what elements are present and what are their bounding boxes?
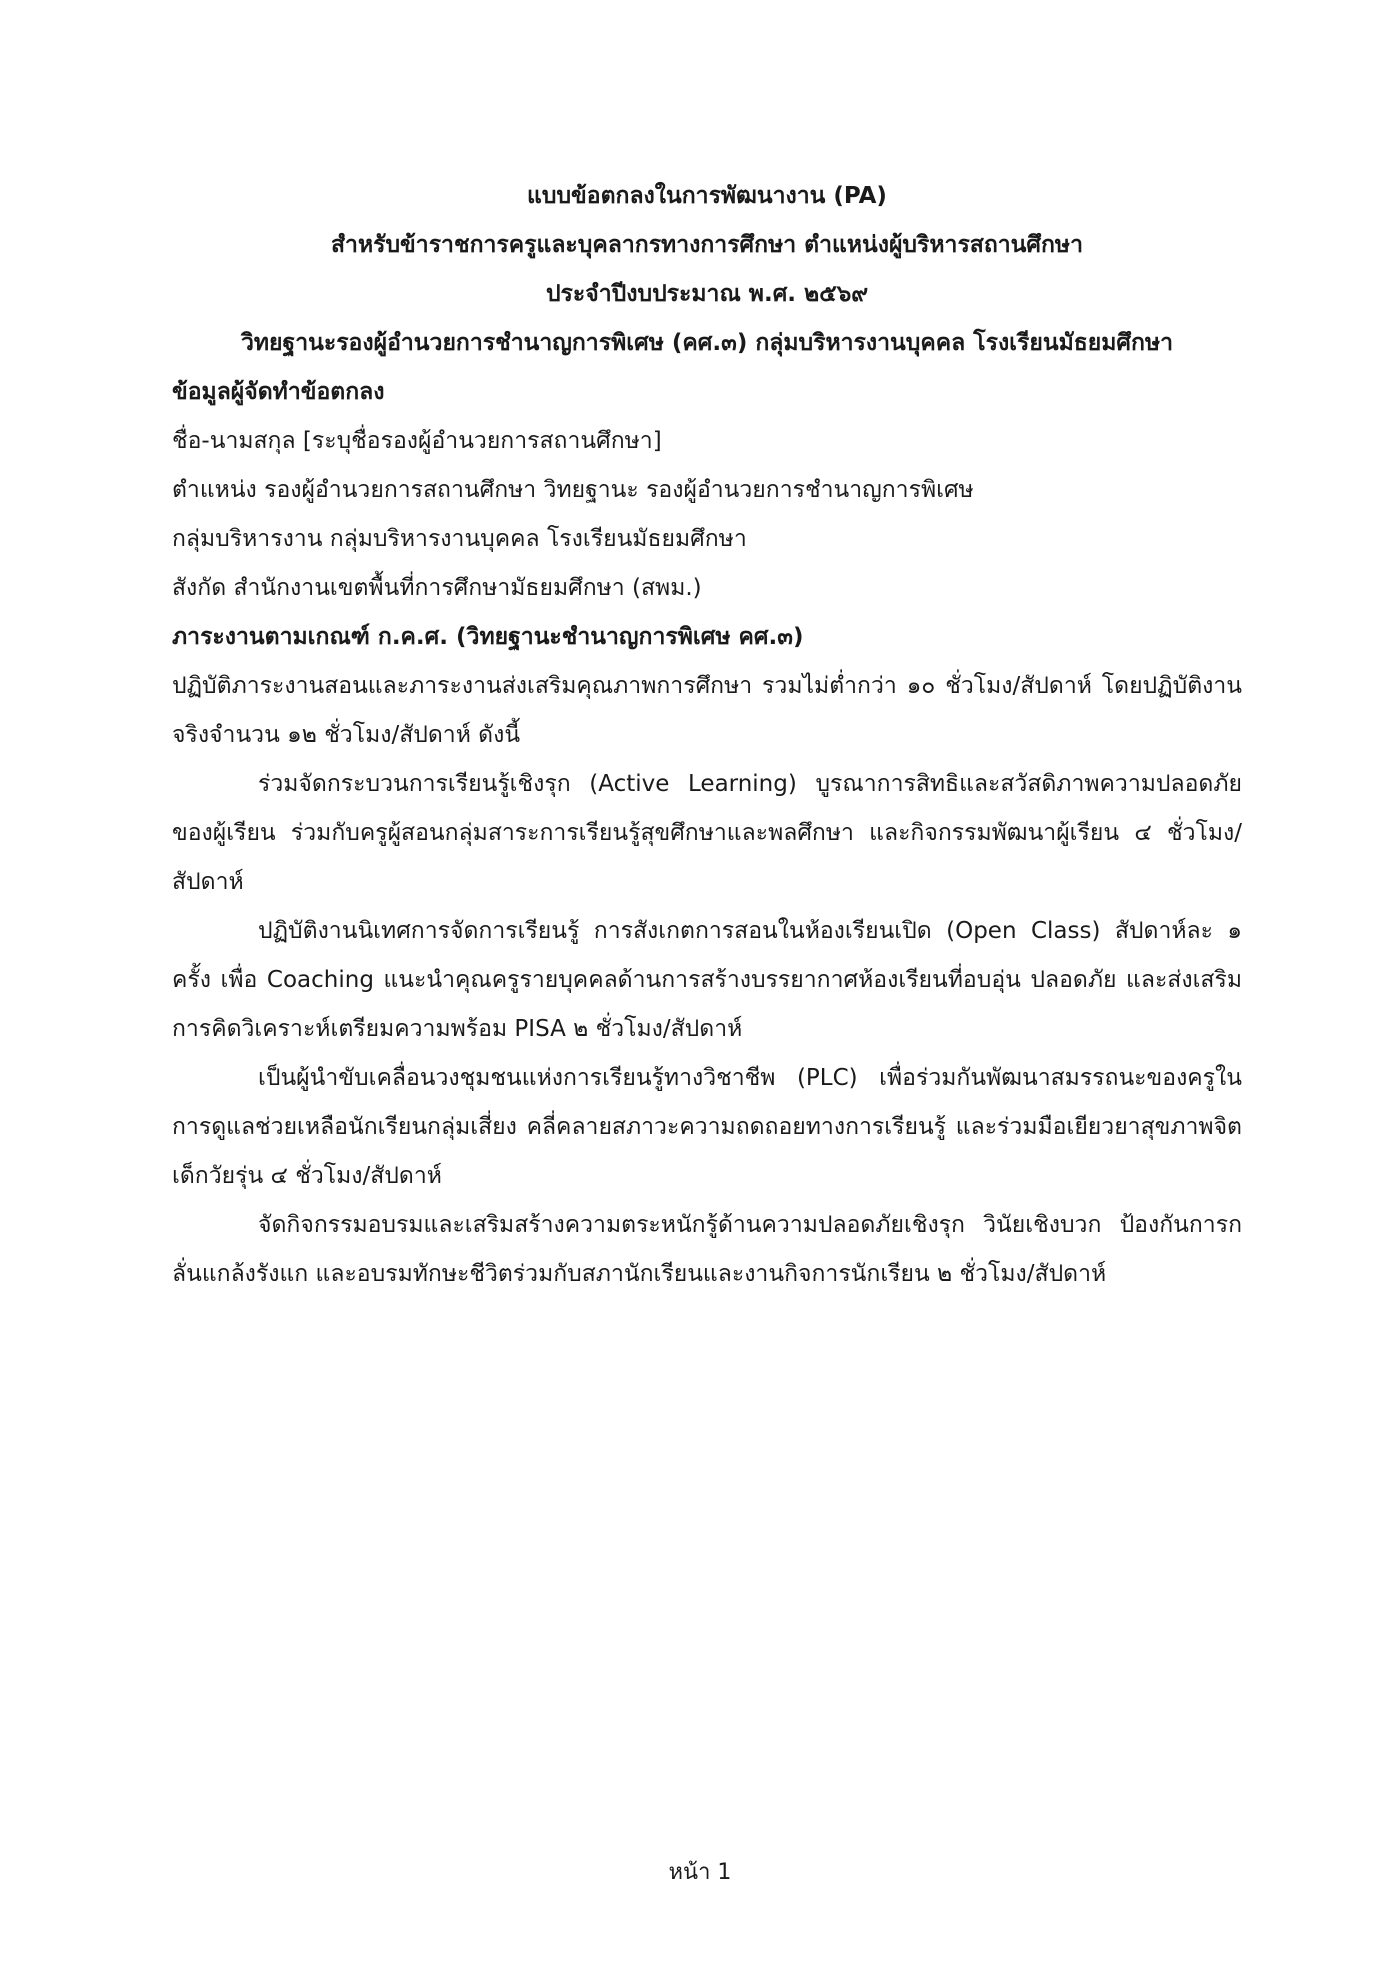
page-number: หน้า 1 [668, 1860, 732, 1885]
workload-item: ร่วมจัดกระบวนการเรียนรู้เชิงรุก (Active Learning) บูรณาการสิทธิและสวัสดิภาพความปลอดภัยของผู้เรียน ร่วมกับครูผู้สอนกลุ่มสาระการเรียนรู้สุขศึกษาและพลศึกษา และกิจกรรมพัฒนาผู้เรียน ๔ ชั่วโมง/สัปดาห์ [172, 771, 1242, 895]
workload-heading: ภาระงานตามเกณฑ์ ก.ค.ศ. (วิทยฐานะชำนาญการพิเศษ คศ.๓) [172, 624, 804, 650]
info-name: ชื่อ-นามสกุล [ระบุชื่อรองผู้อำนวยการสถานศึกษา] [172, 428, 662, 454]
title-line-3: ประจำปีงบประมาณ พ.ศ. ๒๕๖๙ [545, 281, 869, 307]
title-line-2: สำหรับข้าราชการครูและบุคลากรทางการศึกษา ตำแหน่งผู้บริหารสถานศึกษา [330, 232, 1084, 258]
title-line-1: แบบข้อตกลงในการพัฒนางาน (PA) [527, 183, 887, 209]
info-affiliation: สังกัด สำนักงานเขตพื้นที่การศึกษามัธยมศึกษา (สพม.) [172, 575, 702, 601]
workload-intro: ปฏิบัติภาระงานสอนและภาระงานส่งเสริมคุณภาพการศึกษา รวมไม่ต่ำกว่า ๑๐ ชั่วโมง/สัปดาห์ โดยปฏิบัติงานจริงจำนวน ๑๒ ชั่วโมง/สัปดาห์ ดังนี้ [172, 673, 1242, 748]
workload-item: จัดกิจกรรมอบรมและเสริมสร้างความตระหนักรู้ด้านความปลอดภัยเชิงรุก วินัยเชิงบวก ป้องกันการกลั่นแกล้งรังแก และอบรมทักษะชีวิตร่วมกับสภานักเรียนและงานกิจการนักเรียน ๒ ชั่วโมง/สัปดาห์ [172, 1212, 1242, 1287]
info-heading: ข้อมูลผู้จัดทำข้อตกลง [172, 379, 385, 405]
workload-item: ปฏิบัติงานนิเทศการจัดการเรียนรู้ การสังเกตการสอนในห้องเรียนเปิด (Open Class) สัปดาห์ละ ๑ ครั้ง เพื่อ Coaching แนะนำคุณครูรายบุคคลด้านการสร้างบรรยากาศห้องเรียนที่อบอุ่น ปลอดภัย และส่งเสริมการคิดวิเคราะห์เตรียมความพร้อม PISA ๒ ชั่วโมง/สัปดาห์ [172, 918, 1242, 1042]
workload-item: เป็นผู้นำขับเคลื่อนวงชุมชนแห่งการเรียนรู้ทางวิชาชีพ (PLC) เพื่อร่วมกันพัฒนาสมรรถนะของครูในการดูแลช่วยเหลือนักเรียนกลุ่มเสี่ยง คลี่คลายสภาวะความถดถอยทางการเรียนรู้ และร่วมมือเยียวยาสุขภาพจิตเด็กวัยรุ่น ๔ ชั่วโมง/สัปดาห์ [172, 1065, 1242, 1189]
info-group: กลุ่มบริหารงาน กลุ่มบริหารงานบุคคล โรงเรียนมัธยมศึกษา [172, 526, 747, 552]
info-position: ตำแหน่ง รองผู้อำนวยการสถานศึกษา วิทยฐานะ รองผู้อำนวยการชำนาญการพิเศษ [172, 477, 974, 503]
document-body [172, 172, 1242, 1299]
title-line-4: วิทยฐานะรองผู้อำนวยการชำนาญการพิเศษ (คศ.๓) กลุ่มบริหารงานบุคคล โรงเรียนมัธยมศึกษา [240, 330, 1174, 356]
